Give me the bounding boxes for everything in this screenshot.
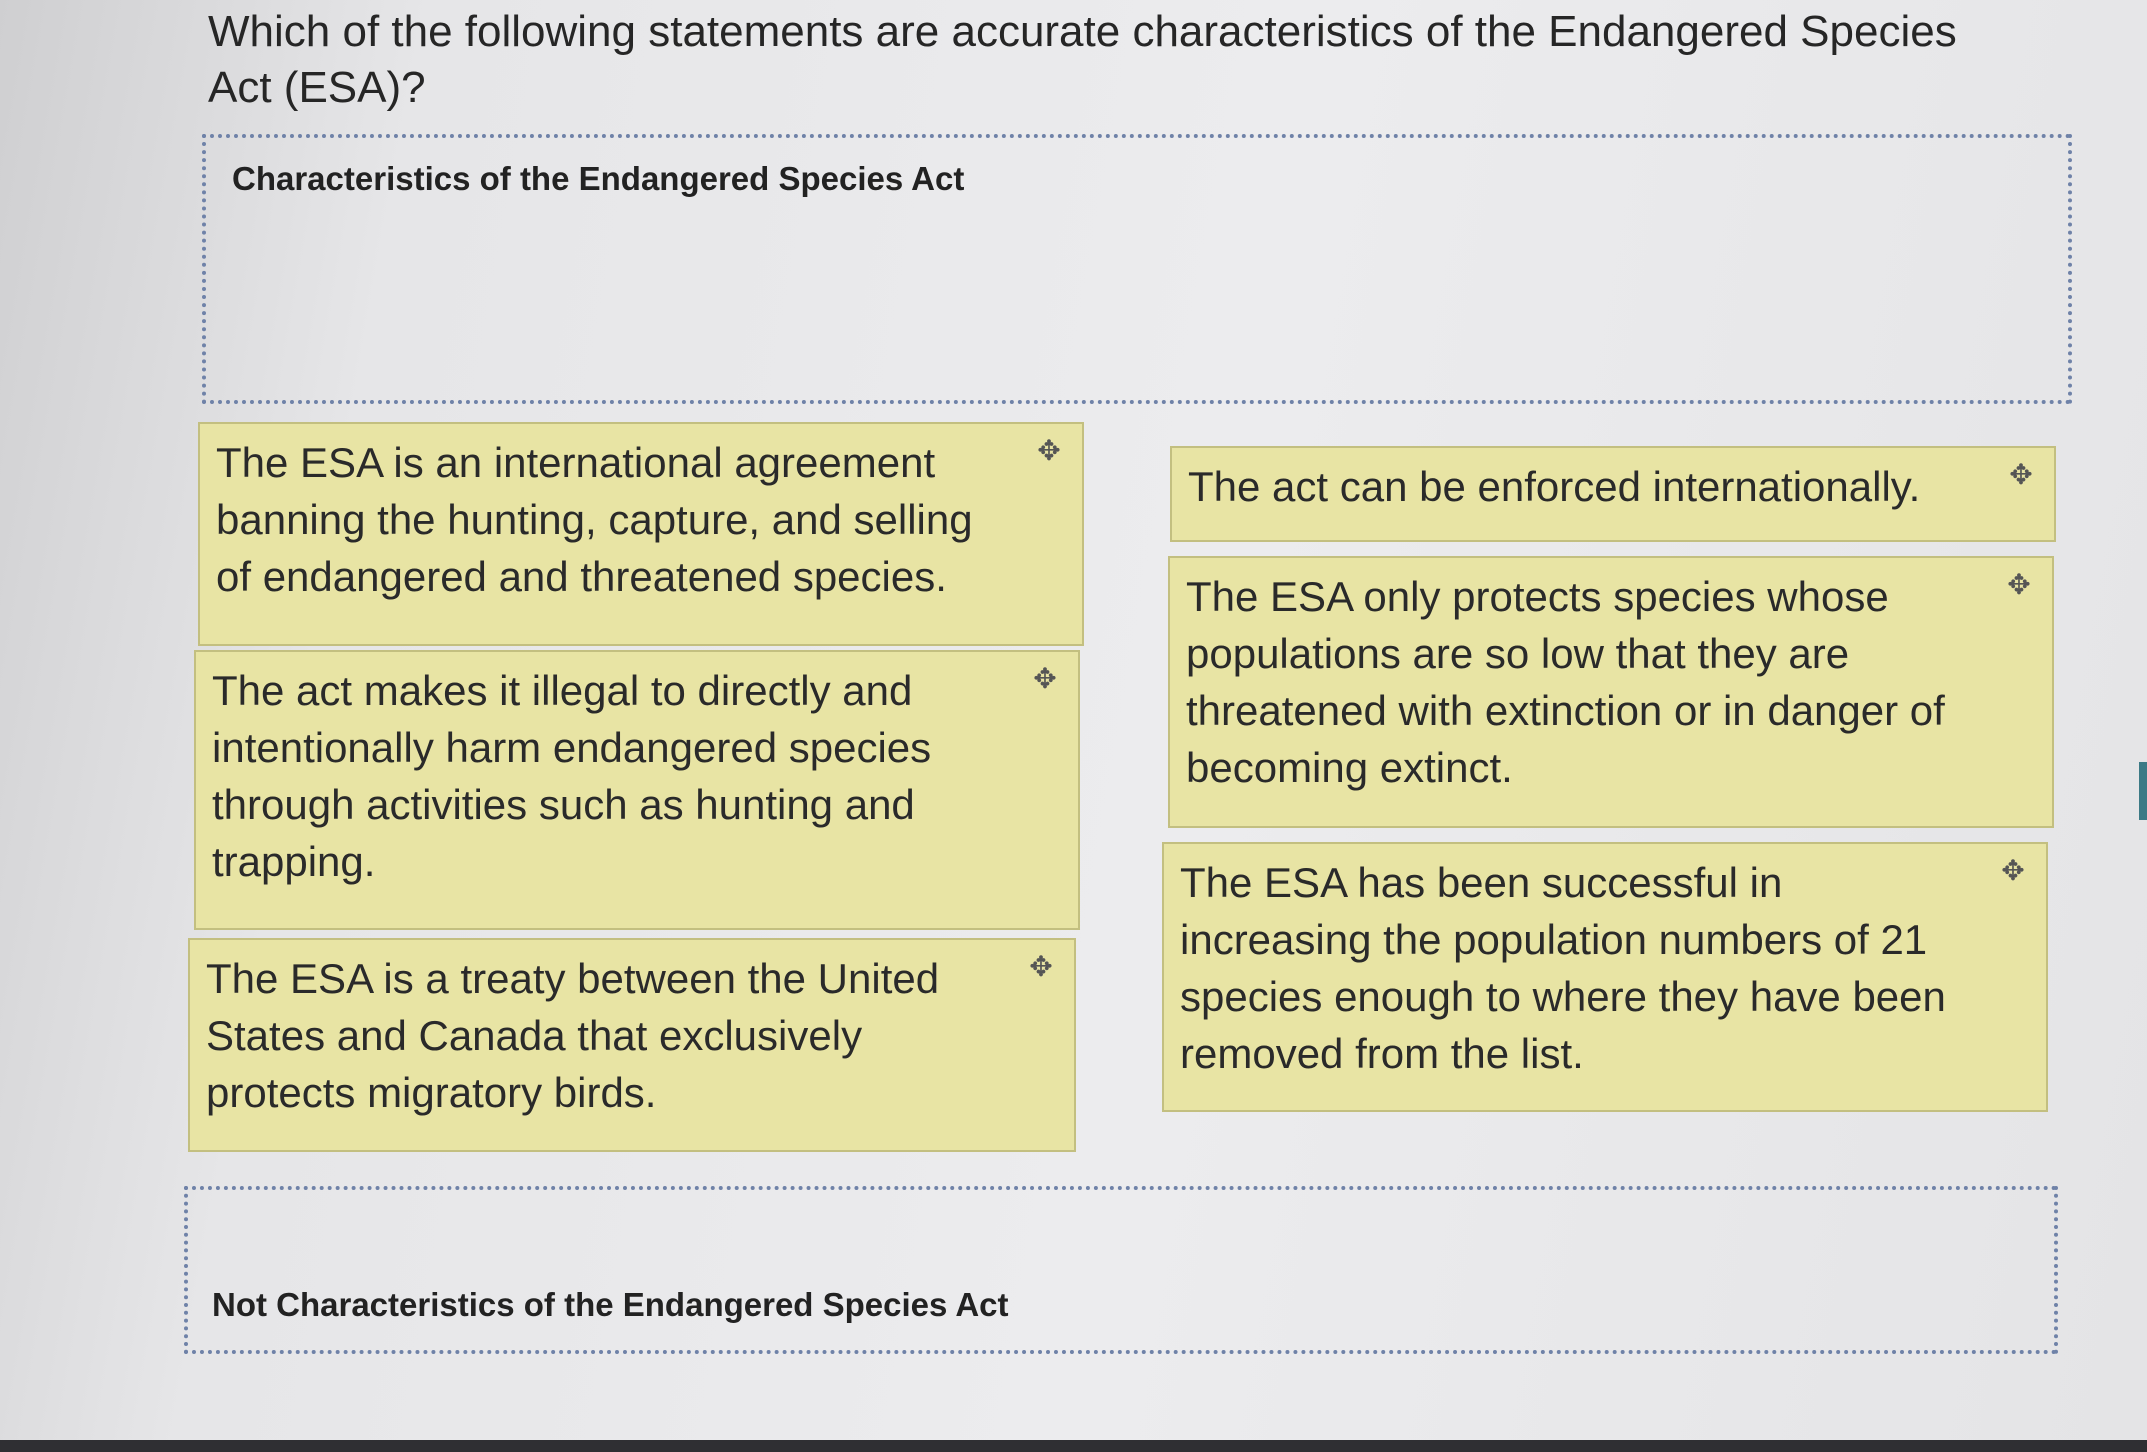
question-text: Which of the following statements are accurate characteristics of the Endangered Species Act (ESA)?: [208, 7, 1957, 112]
card-text: The ESA is a treaty between the United States and Canada that exclusively protects migratory birds.: [206, 955, 940, 1116]
move-icon[interactable]: ✥: [2009, 459, 2033, 490]
move-icon[interactable]: ✥: [2007, 569, 2031, 600]
answer-card[interactable]: [1162, 842, 2048, 1112]
answer-card[interactable]: [1170, 446, 2056, 542]
not-characteristics-zone-title: Not Characteristics of the Endangered Species Act: [212, 1286, 1009, 1323]
screen-bottom-edge: [0, 1440, 2147, 1452]
card-text: The ESA has been successful in increasing the population numbers of 21 species enough to where they have been removed from the list.: [1180, 859, 1946, 1077]
card-text: The ESA only protects species whose populations are so low that they are threatened with extinction or in danger of becoming extinct.: [1186, 573, 1945, 791]
answer-card[interactable]: [198, 422, 1084, 646]
characteristics-drop-zone[interactable]: [202, 134, 2072, 404]
not-characteristics-drop-zone[interactable]: [184, 1186, 2058, 1354]
card-text: The act can be enforced internationally.: [1188, 463, 1921, 510]
answer-card[interactable]: [188, 938, 1076, 1152]
characteristics-zone-title: Characteristics of the Endangered Species Act: [232, 160, 965, 197]
move-icon[interactable]: ✥: [2001, 855, 2025, 886]
move-icon[interactable]: ✥: [1029, 951, 1053, 982]
answer-card[interactable]: [194, 650, 1080, 930]
answer-card[interactable]: [1168, 556, 2054, 828]
move-icon[interactable]: ✥: [1033, 663, 1057, 694]
scroll-indicator: [2139, 762, 2147, 820]
card-text: The ESA is an international agreement banning the hunting, capture, and selling of endangered and threatened species.: [216, 439, 973, 600]
move-icon[interactable]: ✥: [1037, 435, 1061, 466]
card-text: The act makes it illegal to directly and intentionally harm endangered species through activities such as hunting and trapping.: [212, 667, 932, 885]
